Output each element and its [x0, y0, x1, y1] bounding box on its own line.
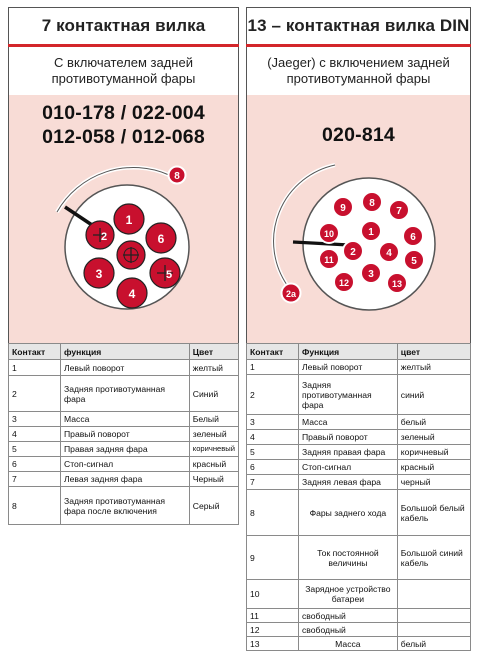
pin-4: [379, 242, 399, 262]
pin-1: [114, 204, 144, 234]
pin-label: 3: [368, 269, 374, 280]
table-row: [247, 445, 471, 460]
cell-function: Фары заднего хода: [299, 490, 398, 536]
cell-function: Масса: [61, 412, 190, 427]
cell-function: Масса: [299, 637, 398, 651]
cell-function: Ток постоянной величины: [299, 536, 398, 580]
table-header-row: [247, 344, 471, 360]
cell-contact: 11: [247, 609, 299, 623]
diagram-area: [8, 47, 239, 347]
cell-function: Задняя левая фара: [299, 475, 398, 490]
cell-function: Задняя противотуманная фара: [61, 376, 190, 412]
table-row: [247, 580, 471, 609]
cell-contact: 9: [247, 536, 299, 580]
pin-label: 10: [323, 229, 335, 239]
pin-8: [362, 192, 382, 212]
header-function: функция: [61, 344, 190, 360]
cell-contact: 7: [247, 475, 299, 490]
panel-title: 13 – контактная вилка DIN: [246, 7, 471, 44]
cell-contact: 2: [247, 375, 299, 415]
pin-6: [146, 223, 176, 253]
table-row: [9, 376, 239, 412]
part-number-line: 012-058 / 012-068: [42, 126, 205, 148]
pin-2a: [282, 284, 301, 303]
cell-color: [397, 623, 470, 637]
pin-label: 1: [125, 213, 133, 227]
table-row: [247, 637, 471, 651]
cell-function: Стоп-сигнал: [299, 460, 398, 475]
pin-label: 7: [396, 206, 402, 217]
pin-1: [361, 221, 381, 241]
header-function: Функция: [299, 344, 398, 360]
table-row: [247, 360, 471, 375]
cell-color: белый: [397, 415, 470, 430]
cell-contact: 12: [247, 623, 299, 637]
cell-function: Масса: [299, 415, 398, 430]
pin-label: 8: [369, 198, 375, 209]
panel-subtitle: (Jaeger) с включением задней противотуманной фары: [247, 47, 470, 95]
cell-function: свободный: [299, 623, 398, 637]
pin-label: 1: [368, 227, 374, 238]
cell-contact: 5: [247, 445, 299, 460]
pin-12: [334, 272, 354, 292]
cell-color: коричневый: [397, 445, 470, 460]
pin-3: [84, 258, 114, 288]
pin-label: 6: [157, 232, 165, 246]
plug-diagram-13-pin: [247, 47, 472, 347]
pin-11: [319, 249, 339, 269]
cell-function: Правый поворот: [299, 430, 398, 445]
cell-color: Большой белый кабель: [397, 490, 470, 536]
cell-contact: 4: [247, 430, 299, 445]
cell-contact: 8: [9, 487, 61, 525]
cell-contact: 13: [247, 637, 299, 651]
pin-table: [8, 343, 239, 525]
table-row: [9, 472, 239, 487]
cell-function: Зарядное устройство батареи: [299, 580, 398, 609]
cell-contact: 7: [9, 472, 61, 487]
panel-7-pin-plug: [8, 7, 239, 522]
cell-function: Стоп-сигнал: [61, 457, 190, 472]
table-row: [247, 460, 471, 475]
pin-9: [333, 197, 353, 217]
cell-contact: 6: [9, 457, 61, 472]
pin-label: 2: [350, 247, 356, 258]
cell-function: Задняя правая фара: [299, 445, 398, 460]
pin-2: [343, 241, 363, 261]
cell-color: белый: [397, 637, 470, 651]
cell-color: красный: [189, 457, 238, 472]
cell-color: черный: [397, 475, 470, 490]
pin-label: 3: [95, 267, 103, 281]
table-row: [247, 375, 471, 415]
pin-label: 5: [165, 269, 173, 281]
table-row: [9, 457, 239, 472]
cell-color: Белый: [189, 412, 238, 427]
table-row: [247, 475, 471, 490]
pin-label: 12: [338, 278, 350, 288]
pin-5: [404, 250, 424, 270]
header-contact: Контакт: [9, 344, 61, 360]
cell-color: коричневый: [189, 442, 238, 457]
cell-contact: 1: [9, 360, 61, 376]
table-row: [9, 412, 239, 427]
part-number-line: 010-178 / 022-004: [42, 102, 205, 124]
cell-contact: 3: [247, 415, 299, 430]
cell-color: [397, 609, 470, 623]
cell-color: [397, 580, 470, 609]
cell-contact: 10: [247, 580, 299, 609]
pin-3: [361, 263, 381, 283]
header-color: цвет: [397, 344, 470, 360]
diagram-area: [246, 47, 471, 347]
cell-function: Левая задняя фара: [61, 472, 190, 487]
pin-7: [389, 200, 409, 220]
table-row: [9, 487, 239, 525]
pin-6: [403, 226, 423, 246]
table-header-row: [9, 344, 239, 360]
cell-contact: 2: [9, 376, 61, 412]
pin-label: 2a: [285, 289, 297, 299]
cell-function: Задняя противотуманная фара: [299, 375, 398, 415]
cell-color: синий: [397, 375, 470, 415]
pin-label: 11: [324, 255, 334, 265]
pin-13: [387, 273, 407, 293]
pin-label: 2: [100, 231, 108, 243]
pin-label: 8: [174, 171, 180, 182]
cell-color: Синий: [189, 376, 238, 412]
part-number-line: 020-814: [322, 124, 395, 146]
cell-function: Задняя противотуманная фара после включения: [61, 487, 190, 525]
cell-function: Левый поворот: [61, 360, 190, 376]
cell-color: Серый: [189, 487, 238, 525]
pin-label: 9: [340, 203, 346, 214]
cell-color: красный: [397, 460, 470, 475]
panel-subtitle: С включателем задней противотуманной фары: [9, 47, 238, 95]
table-row: [247, 609, 471, 623]
cell-contact: 5: [9, 442, 61, 457]
plug-diagram-7-pin: [9, 47, 240, 347]
cell-color: зеленый: [397, 430, 470, 445]
table-row: [9, 442, 239, 457]
pin-label: 5: [411, 256, 417, 267]
pin-label: 6: [410, 232, 416, 243]
pin-centre: [117, 241, 145, 269]
table-row: [9, 360, 239, 376]
table-row: [247, 536, 471, 580]
pin-2: [86, 221, 114, 249]
pin-label: 4: [386, 248, 392, 259]
pin-label: 13: [391, 279, 403, 289]
pin-4: [117, 278, 147, 308]
cell-contact: 3: [9, 412, 61, 427]
pin-label: 4: [128, 287, 136, 301]
cell-contact: 6: [247, 460, 299, 475]
header-color: Цвет: [189, 344, 238, 360]
pin-8: [169, 167, 186, 184]
table-row: [247, 623, 471, 637]
table-row: [9, 427, 239, 442]
pin-5: [150, 258, 180, 288]
cell-function: Правый поворот: [61, 427, 190, 442]
cell-function: Левый поворот: [299, 360, 398, 375]
cell-color: желтый: [189, 360, 238, 376]
cell-contact: 1: [247, 360, 299, 375]
pin-table: [246, 343, 471, 651]
table-row: [247, 415, 471, 430]
cell-function: свободный: [299, 609, 398, 623]
header-contact: Контакт: [247, 344, 299, 360]
cell-color: Большой синий кабель: [397, 536, 470, 580]
cell-contact: 8: [247, 490, 299, 536]
cell-contact: 4: [9, 427, 61, 442]
pin-10: [319, 223, 339, 243]
panel-title: 7 контактная вилка: [8, 7, 239, 44]
panel-13-pin-din-plug: [246, 7, 471, 652]
table-row: [247, 490, 471, 536]
cell-function: Правая задняя фара: [61, 442, 190, 457]
cell-color: зеленый: [189, 427, 238, 442]
cell-color: желтый: [397, 360, 470, 375]
cell-color: Черный: [189, 472, 238, 487]
table-row: [247, 430, 471, 445]
